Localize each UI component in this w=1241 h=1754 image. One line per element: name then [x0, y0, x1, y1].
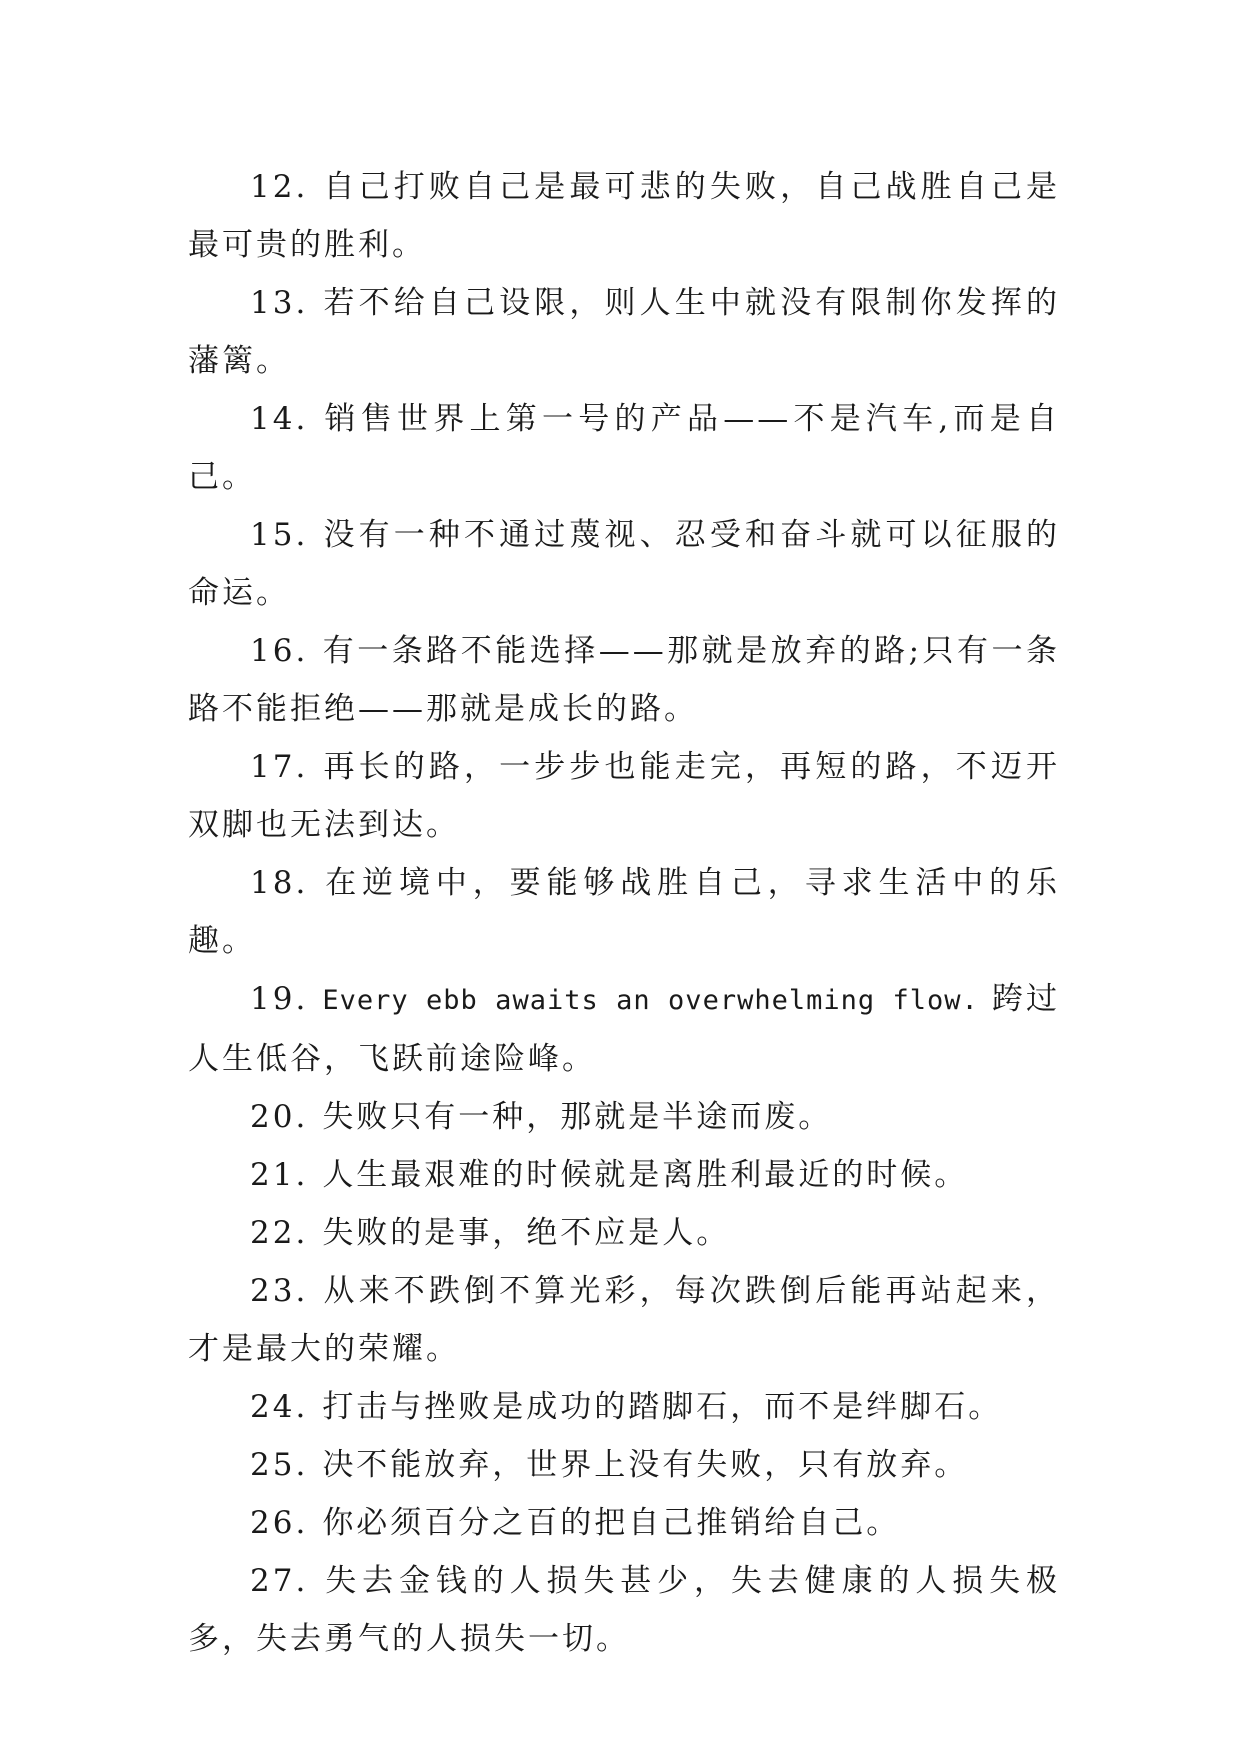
item-text: 失去金钱的人损失甚少，失去健康的人损失极多，失去勇气的人损失一切。 [188, 1563, 1060, 1657]
item-text: 自己打败自己是最可悲的失败，自己战胜自己是最可贵的胜利。 [188, 169, 1060, 263]
item-text: 失败只有一种，那就是半途而废。 [322, 1099, 833, 1135]
item-text: 若不给自己设限，则人生中就没有限制你发挥的藩篱。 [188, 285, 1060, 379]
item-number: 25. [250, 1447, 309, 1483]
list-item [188, 506, 1060, 622]
list-item [188, 1146, 1060, 1204]
item-text: 你必须百分之百的把自己推销给自己。 [322, 1505, 901, 1541]
item-text: 打击与挫败是成功的踏脚石，而不是绊脚石。 [322, 1389, 1003, 1425]
item-number: 16. [250, 633, 309, 669]
item-number: 22. [250, 1215, 309, 1251]
item-english-text: Every ebb awaits an overwhelming flow. [322, 985, 979, 1016]
item-text: 有一条路不能选择——那就是放弃的路;只有一条路不能拒绝——那就是成长的路。 [188, 633, 1060, 727]
list-item [188, 970, 1060, 1088]
item-number: 19. [250, 981, 309, 1017]
item-text: 决不能放弃，世界上没有失败，只有放弃。 [322, 1447, 969, 1483]
list-item [188, 1262, 1060, 1378]
list-item [188, 1494, 1060, 1552]
item-text: 跨过人生低谷，飞跃前途险峰。 [188, 981, 1060, 1077]
list-item [188, 274, 1060, 390]
item-text: 销售世界上第一号的产品——不是汽车,而是自己。 [188, 401, 1060, 495]
item-number: 12. [250, 169, 309, 205]
list-item [188, 1552, 1060, 1668]
list-item [188, 854, 1060, 970]
list-item [188, 1378, 1060, 1436]
list-item [188, 738, 1060, 854]
item-number: 15. [250, 517, 309, 553]
list-item [188, 390, 1060, 506]
item-text: 在逆境中，要能够战胜自己，寻求生活中的乐趣。 [188, 865, 1060, 959]
list-item [188, 622, 1060, 738]
quote-list [188, 158, 1060, 1668]
list-item [188, 1204, 1060, 1262]
item-number: 20. [250, 1099, 309, 1135]
item-number: 14. [250, 401, 309, 437]
item-number: 24. [250, 1389, 309, 1425]
list-item [188, 158, 1060, 274]
item-number: 23. [250, 1273, 309, 1309]
list-item [188, 1088, 1060, 1146]
item-number: 21. [250, 1157, 309, 1193]
item-text: 从来不跌倒不算光彩，每次跌倒后能再站起来，才是最大的荣耀。 [188, 1273, 1060, 1367]
list-item [188, 1436, 1060, 1494]
item-number: 18. [250, 865, 309, 901]
item-text: 人生最艰难的时候就是离胜利最近的时候。 [322, 1157, 969, 1193]
item-number: 26. [250, 1505, 309, 1541]
item-text: 再长的路，一步步也能走完，再短的路，不迈开双脚也无法到达。 [188, 749, 1060, 843]
item-text: 失败的是事，绝不应是人。 [322, 1215, 731, 1251]
item-text: 没有一种不通过蔑视、忍受和奋斗就可以征服的命运。 [188, 517, 1060, 611]
item-number: 13. [250, 285, 309, 321]
item-number: 27. [250, 1563, 309, 1599]
item-number: 17. [250, 749, 309, 785]
